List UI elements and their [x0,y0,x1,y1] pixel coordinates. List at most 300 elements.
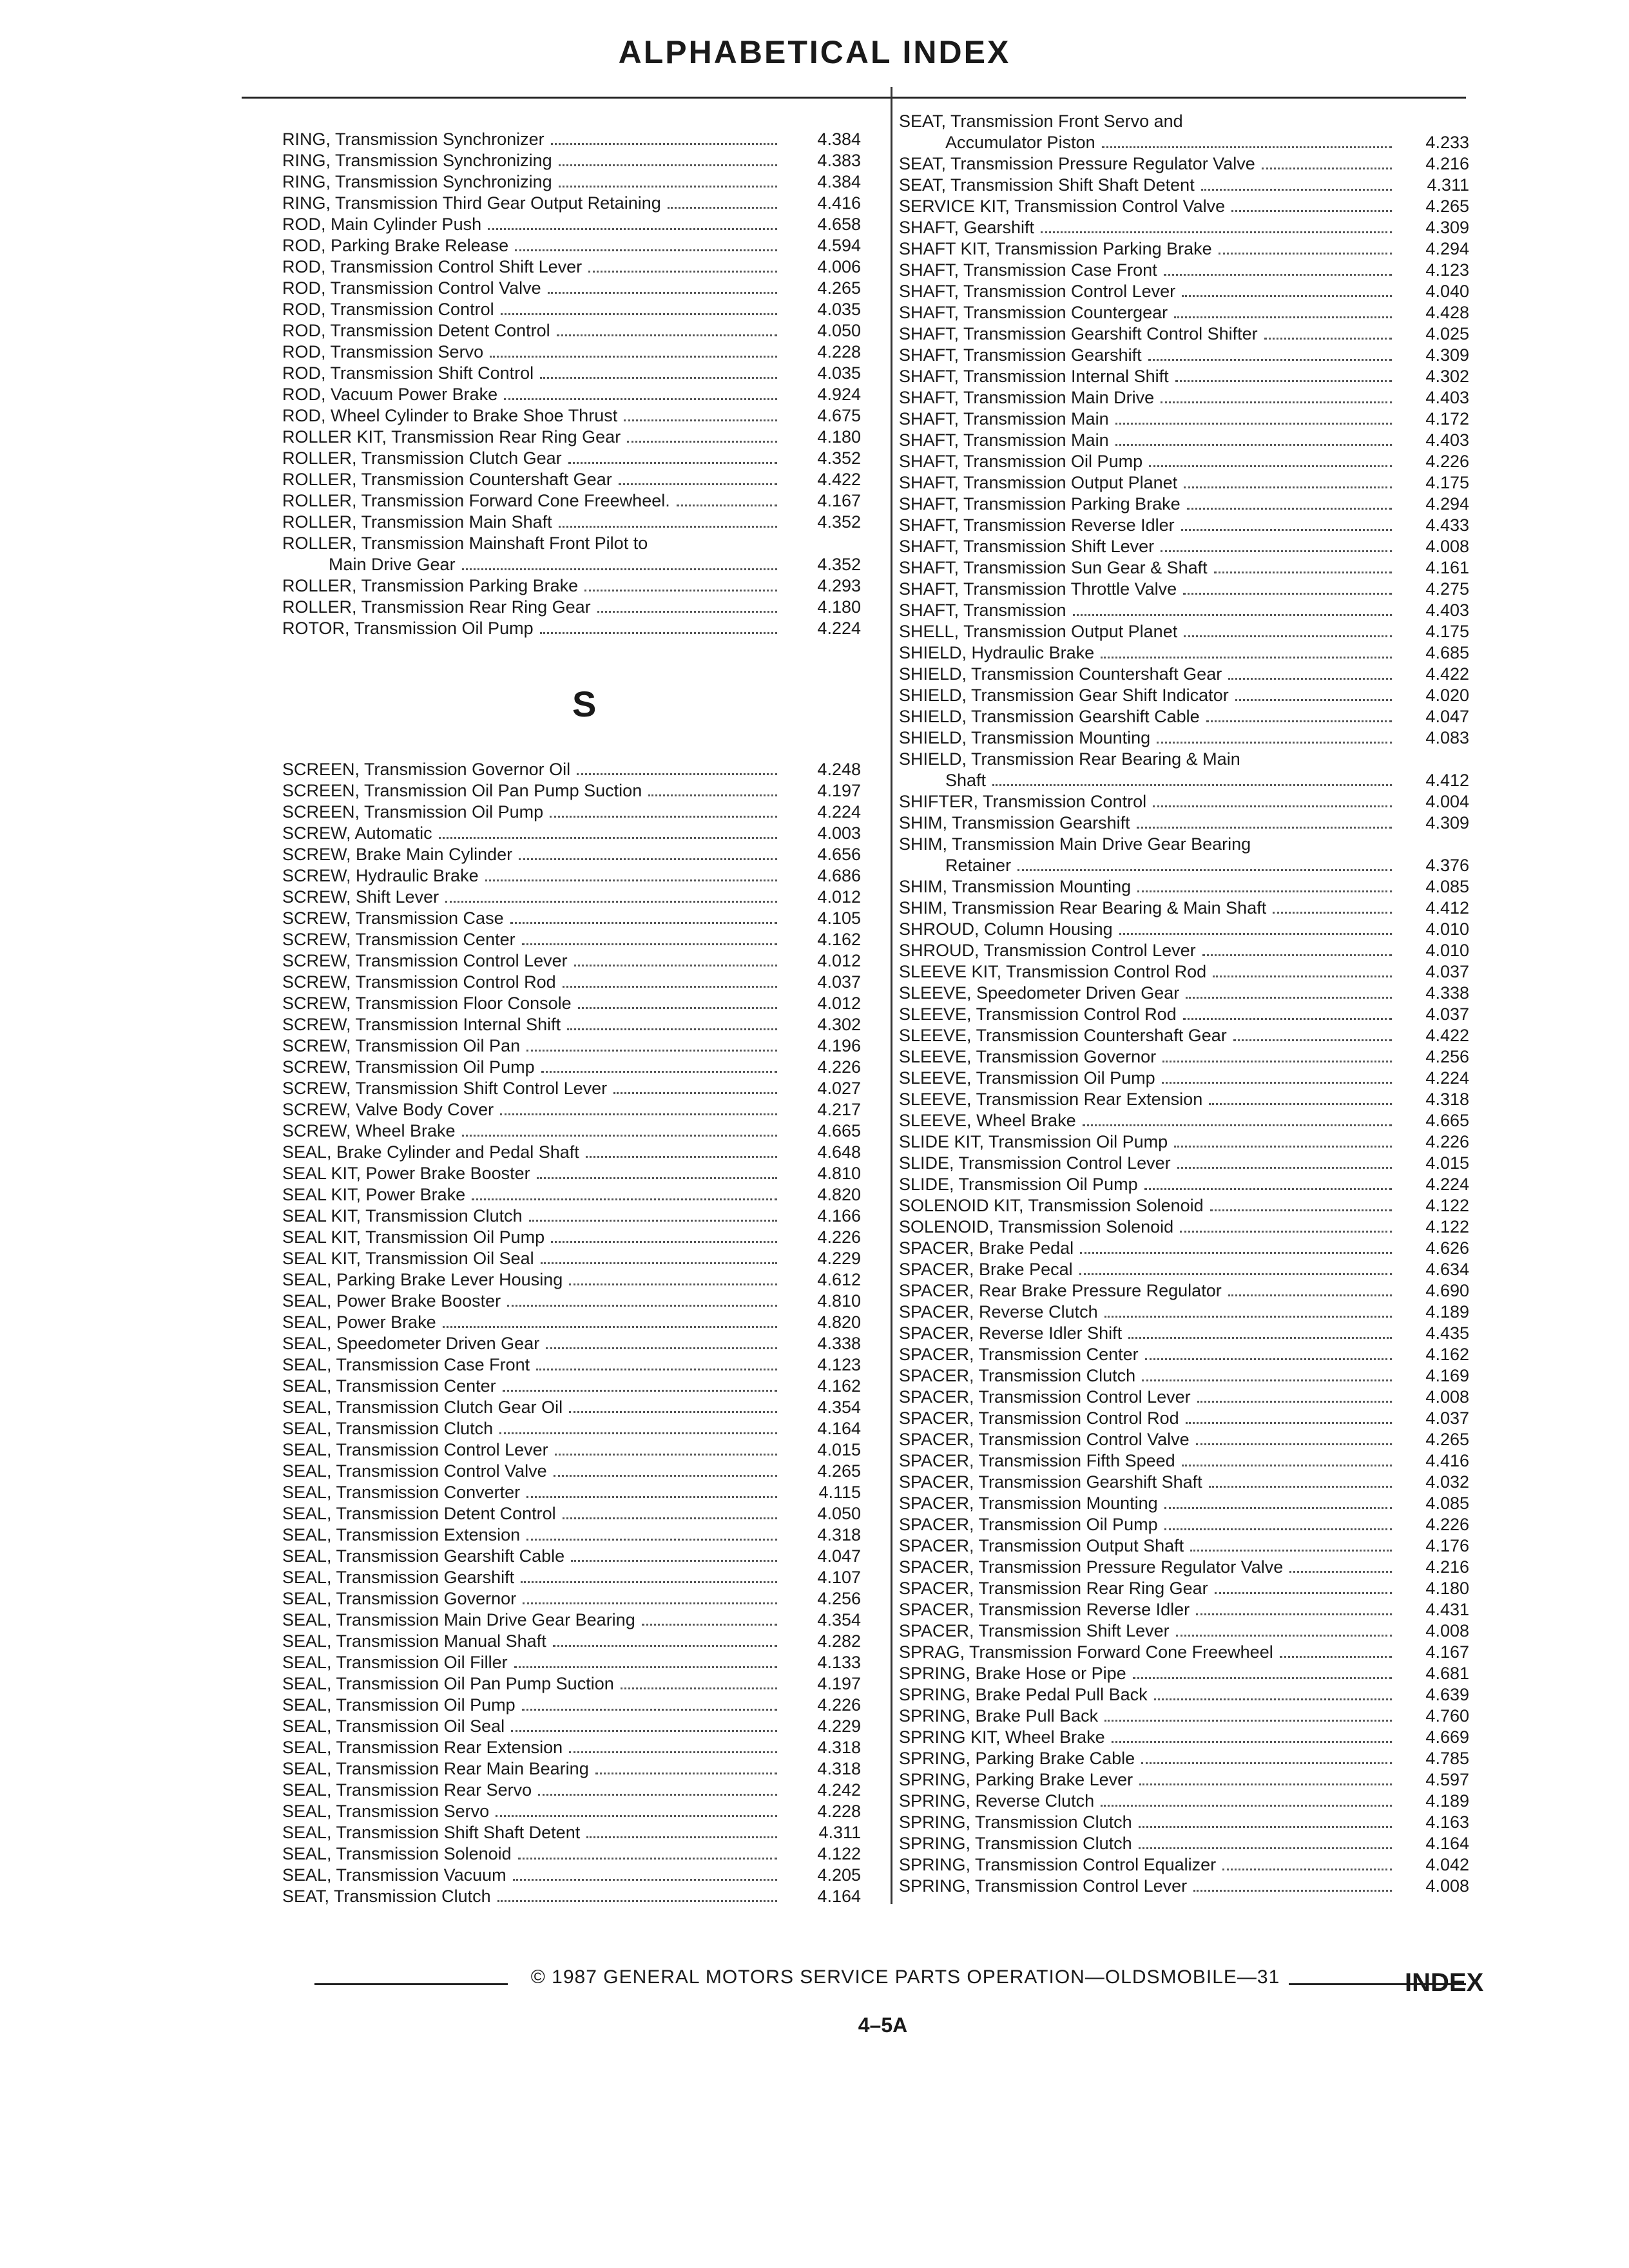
entry-name: SPACER, Transmission Control Rod [899,1408,1179,1428]
entry-page: 4.224 [817,802,861,822]
entry-name: SCREW, Valve Body Cover [282,1100,494,1119]
dot-leader [1017,869,1392,871]
entry-page: 4.416 [1425,1451,1469,1470]
index-entry [899,685,1469,706]
entry-name: SCREW, Automatic [282,823,432,843]
entry-name: SEAL, Transmission Oil Seal [282,1716,505,1736]
entry-page: 4.248 [817,760,861,779]
index-entry [282,512,861,533]
entry-name: SPACER, Transmission Control Valve [899,1430,1190,1449]
entry-name: SEAL, Transmission Governor [282,1589,517,1608]
entry-page: 4.626 [1425,1238,1469,1258]
entry-page: 4.205 [817,1865,861,1885]
entry-name: ROLLER, Transmission Rear Ring Gear [282,597,591,617]
index-entry [899,1706,1469,1727]
entry-page: 4.040 [1425,282,1469,301]
entry-name: SCREW, Transmission Control Rod [282,972,556,992]
index-entry [282,1631,861,1652]
entry-page: 4.433 [1425,515,1469,535]
dot-leader [1154,1698,1392,1700]
entry-name: ROLLER, Transmission Clutch Gear [282,448,562,468]
dot-leader [522,1709,777,1711]
entry-page: 4.412 [1425,771,1469,790]
dot-leader [1187,508,1392,510]
dot-leader [511,1730,777,1732]
index-entry [899,1833,1469,1854]
entry-name: SEAL, Transmission Gearshift [282,1568,515,1587]
entry-name: RING, Transmission Third Gear Output Retaining [282,193,661,213]
dot-leader [1175,380,1392,382]
entry-name: SEAL, Transmission Servo [282,1802,490,1821]
index-entry [282,1801,861,1822]
entry-page: 4.597 [1425,1770,1469,1789]
entry-name: SHIM, Transmission Gearshift [899,813,1130,832]
entry-name: SPACER, Transmission Control Lever [899,1387,1191,1407]
entry-page: 4.665 [1425,1111,1469,1130]
dot-leader [1231,210,1392,212]
dot-leader [462,568,777,570]
dot-leader [1210,1209,1392,1211]
entry-page: 4.196 [817,1036,861,1055]
entry-page: 4.422 [817,470,861,489]
entry-page: 4.172 [1425,409,1469,428]
entry-name: SPACER, Rear Brake Pressure Regulator [899,1281,1222,1300]
entry-name: SEAL, Transmission Shift Shaft Detent [282,1823,581,1842]
index-entry [899,1748,1469,1769]
entry-name: SEAL KIT, Transmission Clutch [282,1206,523,1225]
index-entry [282,1057,861,1078]
dot-leader [1141,1762,1392,1764]
entry-page: 4.122 [817,1844,861,1863]
entry-page: 4.216 [1425,1557,1469,1577]
entry-page: 4.384 [817,172,861,191]
index-entry [899,770,1469,791]
entry-name: ROD, Transmission Control Valve [282,278,541,298]
entry-name: ROLLER KIT, Transmission Rear Ring Gear [282,427,621,447]
index-entry [282,1503,861,1524]
entry-page: 4.197 [817,781,861,800]
index-entry [282,129,861,150]
entry-name: SEAT, Transmission Front Servo and [899,111,1183,131]
entry-page: 4.416 [817,193,861,213]
entry-page: 4.233 [1425,133,1469,152]
entry-page: 4.282 [817,1631,861,1651]
dot-leader [526,1050,777,1052]
entry-page: 4.810 [817,1291,861,1311]
entry-page: 4.428 [1425,303,1469,322]
index-entry [899,1131,1469,1153]
index-entry [899,1068,1469,1089]
entry-name: SHIELD, Transmission Gear Shift Indicator [899,686,1229,705]
index-entry [282,554,861,575]
entry-page: 4.229 [817,1716,861,1736]
entry-page: 4.008 [1425,1621,1469,1640]
entry-page: 4.010 [1425,919,1469,939]
dot-leader [1197,1401,1392,1403]
entry-page: 4.690 [1425,1281,1469,1300]
index-entry [282,972,861,993]
dot-leader [1101,657,1392,658]
entry-name: SPRING, Transmission Control Equalizer [899,1855,1217,1874]
index-entry [282,1780,861,1801]
entry-page: 4.265 [817,1461,861,1481]
entry-page: 4.422 [1425,1026,1469,1045]
entry-name: SLEEVE, Wheel Brake [899,1111,1076,1130]
dot-leader [1235,699,1392,701]
entry-page: 4.294 [1425,494,1469,514]
entry-page: 4.338 [1425,983,1469,1003]
dot-leader [485,879,777,881]
index-entry [282,256,861,278]
index-entry [282,1397,861,1418]
dot-leader [501,313,777,315]
dot-leader [1228,1294,1392,1296]
index-entry [282,1588,861,1610]
dot-leader [569,1283,777,1285]
entry-name: SHAFT, Transmission Control Lever [899,282,1176,301]
dot-leader [992,784,1392,786]
entry-page: 4.035 [817,300,861,319]
index-entry [899,1025,1469,1046]
entry-page: 4.403 [1425,388,1469,407]
index-entry [282,448,861,469]
index-entry [899,1663,1469,1684]
entry-page: 4.012 [817,994,861,1013]
entry-page: 4.161 [1425,558,1469,577]
index-entry [899,451,1469,472]
dot-leader [1182,1465,1392,1466]
entry-name: SEAL, Power Brake [282,1312,436,1332]
entry-name: ROD, Main Cylinder Push [282,215,482,234]
entry-page: 4.352 [817,448,861,468]
dot-leader [1181,529,1392,531]
entry-name: SPACER, Transmission Fifth Speed [899,1451,1175,1470]
dot-leader [1186,997,1392,999]
entry-page: 4.133 [817,1653,861,1672]
entry-page: 4.050 [817,1504,861,1523]
entry-name: SHAFT, Transmission Oil Pump [899,452,1143,471]
entry-name: SEAL, Transmission Rear Extension [282,1738,563,1757]
index-entry [282,278,861,299]
index-entry [282,1461,861,1482]
entry-name: SCREW, Transmission Oil Pump [282,1057,535,1077]
dot-leader [551,143,777,145]
dot-leader [553,1645,777,1647]
index-entry [899,876,1469,898]
entry-name: SLEEVE, Transmission Governor [899,1047,1157,1066]
entry-page: 4.924 [817,385,861,404]
dot-leader [1190,1550,1392,1552]
entry-name: SHIM, Transmission Main Drive Gear Bearing [899,834,1251,854]
index-entry [899,217,1469,238]
entry-name: Retainer [945,856,1012,875]
entry-name: SHAFT, Transmission Main [899,430,1109,450]
entry-name: SEAL, Transmission Center [282,1376,496,1396]
index-entry [282,1822,861,1843]
dot-leader [1174,1146,1392,1148]
entry-page: 4.180 [817,597,861,617]
index-entry [282,597,861,618]
entry-name: SPACER, Transmission Reverse Idler [899,1600,1190,1619]
entry-page: 4.008 [1425,537,1469,556]
entry-name: SEAL, Transmission Rear Servo [282,1780,532,1800]
entry-name: SEAL, Transmission Clutch [282,1419,494,1438]
footer-rule-left [314,1983,508,1985]
entry-page: 4.012 [817,951,861,970]
entry-name: SEAL, Transmission Oil Pan Pump Suction [282,1674,614,1693]
entry-name: ROD, Wheel Cylinder to Brake Shoe Thrust [282,406,618,425]
entry-name: SEAL, Transmission Gearshift Cable [282,1546,565,1566]
index-entry [899,557,1469,579]
index-entry [899,579,1469,600]
entry-page: 4.318 [817,1759,861,1778]
entry-page: 4.275 [1425,579,1469,599]
index-entry [899,1812,1469,1833]
entry-name: SHIELD, Transmission Countershaft Gear [899,664,1222,684]
entry-page: 4.229 [817,1249,861,1268]
index-entry [899,366,1469,387]
entry-name: SPRING, Reverse Clutch [899,1791,1095,1811]
entry-page: 4.015 [817,1440,861,1459]
index-entry [899,706,1469,727]
entry-page: 4.352 [817,555,861,574]
dot-leader [551,1241,777,1243]
dot-leader [577,773,777,775]
entry-page: 4.265 [1425,197,1469,216]
index-entry [282,1078,861,1099]
entry-page: 4.015 [1425,1153,1469,1173]
dot-leader [1184,486,1392,488]
entry-page: 4.403 [1425,601,1469,620]
entry-name: RING, Transmission Synchronizing [282,151,552,170]
dot-leader [1222,1869,1392,1870]
index-entry [899,1769,1469,1791]
entry-name: SHAFT KIT, Transmission Parking Brake [899,239,1212,258]
index-entry [282,1163,861,1184]
entry-name: SEAL, Transmission Detent Control [282,1504,556,1523]
dot-leader [1196,1613,1392,1615]
dot-leader [1104,1720,1392,1722]
index-entry [282,1206,861,1227]
index-entry [899,1344,1469,1365]
dot-leader [597,611,777,613]
index-entry [282,235,861,256]
dot-leader [627,441,777,443]
entry-name: SPACER, Reverse Clutch [899,1302,1098,1321]
dot-leader [503,1390,777,1392]
index-entry [282,1120,861,1142]
dot-leader [1233,1039,1392,1041]
entry-page: 4.085 [1425,877,1469,896]
dot-leader [1289,1571,1392,1573]
dot-leader [1148,359,1392,361]
entry-name: SHIM, Transmission Mounting [899,877,1132,896]
index-entry [899,855,1469,876]
index-entry [282,469,861,490]
entry-name: SCREW, Wheel Brake [282,1121,456,1140]
index-entry [282,1418,861,1439]
dot-leader [521,1581,777,1583]
entry-page: 4.412 [1425,898,1469,918]
entry-page: 4.384 [817,130,861,149]
dot-leader [1119,933,1392,935]
entry-name: SPRING KIT, Wheel Brake [899,1727,1105,1747]
dot-leader [1264,338,1392,340]
dot-leader [569,1411,777,1413]
dot-leader [472,1198,777,1200]
entry-name: SHAFT, Transmission Countergear [899,303,1168,322]
dot-leader [584,590,777,591]
entry-page: 4.027 [817,1079,861,1098]
index-entry [899,1450,1469,1472]
index-entry [899,1642,1469,1663]
entry-name: SCREEN, Transmission Oil Pan Pump Suction [282,781,642,800]
entry-name: SOLENOID, Transmission Solenoid [899,1217,1174,1236]
index-entry [899,1259,1469,1280]
entry-page: 4.810 [817,1164,861,1183]
entry-name: SHAFT, Transmission Internal Shift [899,367,1169,386]
dot-leader [548,292,777,294]
index-entry [899,898,1469,919]
dot-leader [567,1028,777,1030]
entry-page: 4.256 [1425,1047,1469,1066]
entry-page: 4.189 [1425,1791,1469,1811]
dot-leader [490,356,777,358]
entry-page: 4.820 [817,1185,861,1204]
entry-page: 4.012 [817,887,861,907]
entry-name: SHIELD, Transmission Gearshift Cable [899,707,1200,726]
entry-name: SPACER, Transmission Mounting [899,1494,1158,1513]
entry-name: SPACER, Transmission Gearshift Shaft [899,1472,1202,1492]
entry-name: SPRING, Parking Brake Cable [899,1749,1135,1768]
index-entry [282,1269,861,1291]
header-rule [242,97,1466,99]
index-entry [899,664,1469,685]
entry-page: 4.164 [817,1419,861,1438]
entry-page: 4.167 [1425,1642,1469,1662]
entry-name: ROD, Transmission Detent Control [282,321,550,340]
dot-leader [1280,1656,1392,1658]
dot-leader [619,483,777,485]
index-entry [282,1524,861,1546]
index-entry [282,1376,861,1397]
dot-leader [514,1666,777,1668]
index-entry [899,1302,1469,1323]
entry-name: SHAFT, Transmission Main Drive [899,388,1155,407]
index-entry [899,1216,1469,1238]
index-entry [899,1323,1469,1344]
index-entry [282,1567,861,1588]
dot-leader [488,228,777,230]
index-entry [899,1153,1469,1174]
index-entry [282,908,861,929]
entry-page: 4.352 [817,512,861,532]
index-entry [899,791,1469,812]
entry-name: SPACER, Transmission Center [899,1345,1139,1364]
index-entry [899,1195,1469,1216]
entry-page: 4.123 [817,1355,861,1374]
entry-page: 4.050 [817,321,861,340]
entry-name: SCREW, Transmission Shift Control Lever [282,1079,608,1098]
entry-name: RING, Transmission Synchronizer [282,130,545,149]
entry-name: ROD, Transmission Servo [282,342,484,361]
entry-name: SCREW, Transmission Floor Console [282,994,572,1013]
index-entry [899,621,1469,642]
entry-page: 4.376 [1425,856,1469,875]
entry-name: SEAL, Transmission Oil Pump [282,1695,516,1715]
index-entry [282,1439,861,1461]
dot-leader [559,186,777,187]
index-entry [899,1684,1469,1706]
dot-leader [1202,954,1392,956]
entry-name: ROD, Transmission Shift Control [282,363,534,383]
entry-name: SEAL, Speedometer Driven Gear [282,1334,540,1353]
index-entry [282,1673,861,1695]
dot-leader [563,1517,777,1519]
dot-leader [526,1539,777,1541]
dot-leader [541,1071,777,1073]
dot-leader [1115,444,1392,446]
dot-leader [569,1751,777,1753]
index-entry [899,238,1469,260]
entry-name: Main Drive Gear [329,555,456,574]
dot-leader [574,965,777,966]
dot-leader [1162,1082,1392,1084]
entry-page: 4.035 [817,363,861,383]
dot-leader [462,1135,777,1137]
entry-name: SHIELD, Hydraulic Brake [899,643,1095,662]
entry-page: 4.163 [1425,1812,1469,1832]
dot-leader [1164,1528,1392,1530]
entry-page: 4.403 [1425,430,1469,450]
entry-page: 4.669 [1425,1727,1469,1747]
index-entry [282,171,861,193]
dot-leader [1213,975,1392,977]
entry-page: 4.169 [1425,1366,1469,1385]
dot-leader [439,837,777,839]
dot-leader [510,922,777,924]
dot-leader [1262,168,1392,169]
index-entry [282,1758,861,1780]
entry-page: 4.686 [817,866,861,885]
entry-name: SEAL, Transmission Manual Shaft [282,1631,546,1651]
index-entry [282,1035,861,1057]
entry-name: SHIELD, Transmission Rear Bearing & Main [899,749,1240,769]
index-entry [282,1291,861,1312]
dot-leader [443,1326,777,1328]
entry-page: 4.383 [817,151,861,170]
entry-name: SHELL, Transmission Output Planet [899,622,1178,641]
dot-leader [1133,1677,1392,1679]
entry-page: 4.354 [817,1398,861,1417]
entry-name: SCREW, Transmission Case [282,908,504,928]
entry-name: SPACER, Transmission Oil Pump [899,1515,1158,1534]
dot-leader [648,794,777,796]
dot-leader [515,249,777,251]
index-entry [282,618,861,639]
entry-name: ROLLER, Transmission Parking Brake [282,576,579,595]
index-entry [899,834,1469,855]
index-entry [282,1886,861,1907]
dot-leader [529,1220,777,1222]
dot-leader [540,632,777,634]
entry-name: SEAL, Transmission Clutch Gear Oil [282,1398,563,1417]
entry-page: 4.115 [818,1483,861,1502]
dot-leader [554,1475,777,1477]
section-letter: S [572,684,597,724]
index-entry [282,950,861,972]
index-entry [899,983,1469,1004]
